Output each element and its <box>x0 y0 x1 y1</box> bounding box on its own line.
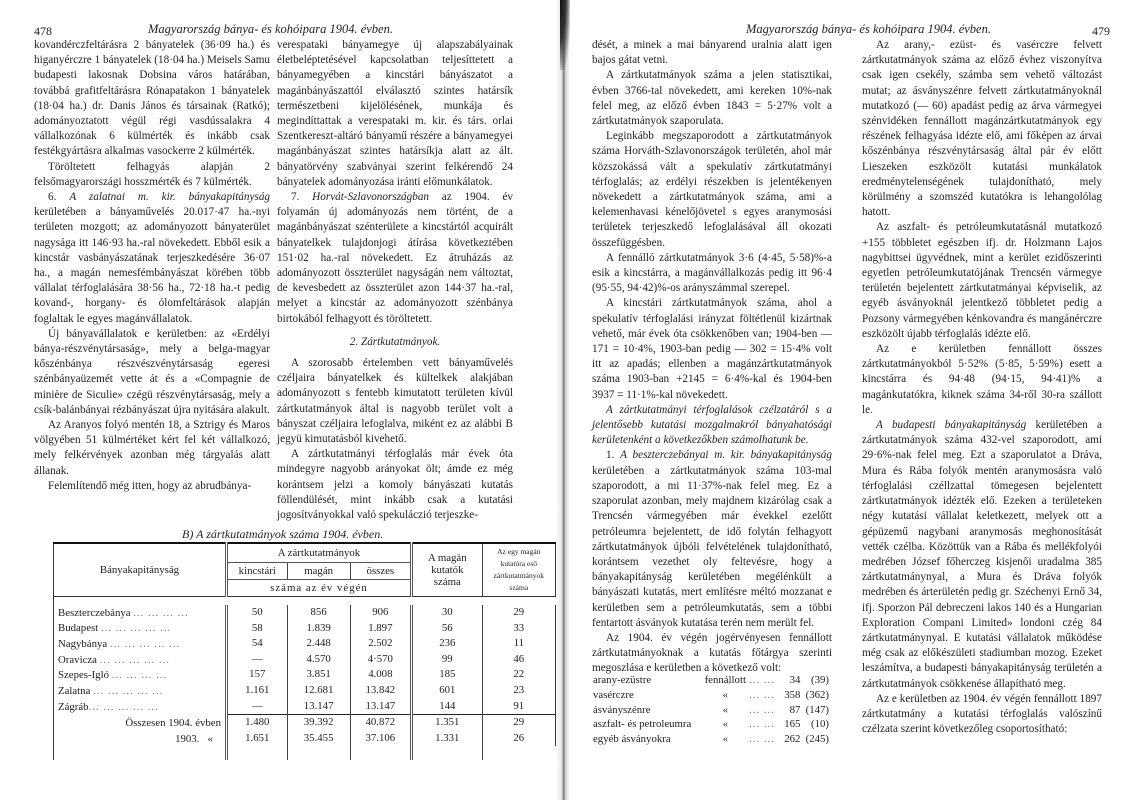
running-head: Magyarország bánya- és kohóipara 1904. évben. <box>148 22 393 36</box>
paragraph: Felemlítendő még itten, hogy az abrudbánya- <box>48 479 252 492</box>
book-gutter <box>556 0 570 800</box>
paragraph: A szorosabb értelemben vett bányaművelés czéljaira bányatelkek és kültelkek alakjában adományozott s fentebb kimutatott területen kívül zártkutatmányok által is nagyobb terület volt a bányszat czéljaira lefoglalva, miként ez az alábbi B jegyü kimutatásból kivehető. <box>277 357 513 446</box>
running-head: Magyarország bánya- és kohóipara 1904. évben. <box>746 22 991 36</box>
list-item: egyéb ásványokra « ... ... 262 (245) <box>593 733 829 746</box>
header-osszes: összes <box>350 563 411 580</box>
paragraph: A zártkutatmányi térfoglalások czélzatáról s a jelentősebb kutatási mozgalmakról bányahatósági kerületenként a következőkben számolhatunk be. <box>592 403 832 447</box>
paragraph: Az aszfalt- és petróleumkutatásnál mutatkozó +155 többletet egészben ifj. dr. Holzmann Lajos nagybittsei ügyvédnek, mint a kerület ezidőszerinti egyetlen petróleumkutatójának Trencsén vármegye területén bejelentett zártkutatmányai képviselik, az egyéb ásványoknál jelentkező többletet pedig a Pozsony vármegyében kénkovandra és mangánérczre eszközölt újabb térfoglalás idézte elő. <box>862 221 1102 340</box>
list-item: vasérczre « ... ... 358 (362) <box>593 688 829 701</box>
paragraph: Leginkább megszaporodott a zártkutatmányok száma Horváth-Szlavonországok területén, ahol már közszokássá vált a spekulatív zártkutatmányi térfoglalás; az erdélyi részekben is jelentékenyen növekedett a zártkutatmányok száma, ami a kelemenhavasi kénelőjövetel s egyes aranymosási területek terjeszkedő lefoglalásával áll okozati összefüggésben. <box>592 130 832 249</box>
paragraph: A budapesti bányakapitányság kerületében a zártkutatmányok száma 432-vel szaporodott, ami 29·6%-nak felel meg. Ezt a szaporulatot a Dráva, Mura és Rába folyók mentén aranymosásra való térfoglalási czéllzattal tömegesen bejelentett zártkutatmányok idézték elő. Ezeken a területeken négy kutatási vállalat keletkezett, melyek ott a gépüzemű nagybani aranymosás meghonosítását vették czélba. Közöttük van a Rába és mellékfolyói medrében József főherczeg kisjenői uradalma 385 zártkutatmánynyal, a Mura és Dráva folyók medrében és árterületén pedig gr. Széchenyi Ernő 34, ifj. Sporzon Pál debreczeni lakos 140 és a Hungarian Exploration Compani Limited» londoni czég 84 zártkutatmánynyal. E kutatási vállalatok működése még csak az előkészületi stadiumban mozog. Ezeket leszámítva, a budapesti bányakapitányság területén a zártkutatmányok csökkenése állapítható meg. <box>862 419 1102 690</box>
paragraph: A kincstári zártkutatmányok száma, ahol a spekulatív térfoglalási irányzat föltétlenül kizártnak vehető, már évek óta csökkenőben van; 1904-ben — 171 = 10·4%, 1903-ban pedig — 302 = 15·4% volt itt az apadás; ellenben a magánzártkutatmányok száma 1903-ban +2145 = 6·4%-kal és 1904-ben 3937 = 11·1%-kal növekedett. <box>592 297 832 401</box>
header-group: A zártkutatmányok <box>226 543 411 563</box>
paragraph: 6. A zalatnai m. kir. bányakapitányság kerületében a bányaművelés 20.017·47 ha.-nyi területen mozgott; az adományozott bányaterület nagysága itt 146·93 ha.-ral növekedett. Ebből esik a kincstár vasbányászatának terjeszkedésére 36·07 ha., a magán nemesfémbányászat körében több vállalat térfoglalására 38·56 ha., 72·18 ha.-t pedig kovand-, horgany- és ólomfeltárások alapján foglaltak le egyes magánvállalatok. <box>34 191 271 325</box>
page-number: 478 <box>34 24 52 38</box>
header-kincstari: kincstári <box>226 563 287 580</box>
paragraph: Az arany,- ezüst- és vasérczre felvett zártkutatmányok száma az előző évhez viszonyítva csak igen csekély, számba sem vehető változást mutat; az ásványszénre felvett zártkutatmányoknál mutatkozó (— 60) apadást pedig az árva vármegyei szénvidéken fennállott magánzártkutatmányok egy részének felhagyása idézte elő, ami főképen az árvai kőszénbánya részvénytársaság által pár év előtt Lieszeken eszközölt kutatási munkálatok eredménytelenségének tulajdonítható, mely körülmény a szomszéd kutatókra is lehangolólag hatott. <box>862 39 1102 219</box>
paragraph: A fennálló zártkutatmányok 3·6 (4·45, 5·58)%-a esik a kincstárra, a magánvállalkozás pedig itt 96·4 (95·55, 94·42)%-os arányszámmal szerepel. <box>592 251 832 295</box>
left-page <box>0 0 556 800</box>
list-item: ásványszénre « ... ... 87 (147) <box>593 703 829 716</box>
right-page <box>570 0 1138 800</box>
paragraph: dését, a minek a mai bányarend uralnia alatt igen bajos gátat vetni. <box>592 39 832 67</box>
paragraph: A zártkutatmányok száma a jelen statisztikai, évben 3766-tal növekedett, ami kereken 10%-nak felel meg, az előző évben 1843 = 5·27% volt a zártkutatmányok szaporulata. <box>592 69 832 128</box>
gutter-shadow <box>560 0 570 70</box>
left-column-1 <box>34 38 270 494</box>
paragraph: Töröltetett felhagyás alapján 2 felsőmagyarországi hosszmérték és 7 külmérték. <box>34 160 270 188</box>
page-number: 479 <box>1092 24 1110 38</box>
header-per-researcher: Az egy magán kutatóra eső zártkutatmányok száma <box>482 543 555 597</box>
table-total-row: 1903. « 1.651 35.455 37.106 1.331 26 <box>54 731 556 747</box>
header-district: Bányakapitányság <box>54 543 227 597</box>
right-column-1 <box>592 38 832 677</box>
paragraph: verespataki bányamegye új alapszabályainak életbeléptetésével kapcsolatban teljesíttetett a bányamegyében a kincstári bányászatot a magánbányászattól elválasztó szintes határsík természetbeni kijelölésének, munkája és megindíttattak a verespataki m. kir. és társ. orlai Szentkereszt-altáró bányamű részére a bányamegyei magánbányászat szintes határsíkja alatt az ált. bányatörvény szabványai szerint felkérendő 24 bányatelek adományozása iránti előmunkálatok. <box>277 39 513 188</box>
paragraph: A zártkutatmányi térfoglalás már évek óta mindegyre nagyobb arányokat ölt; ámde ez még korántsem jelzi a komoly bányászati kutatás föllendülését, mint inkább csak a kutatási jogosítványokkal való spekuláczió terjeszke- <box>277 448 513 522</box>
table-row: Nagybánya ... ... ... ... ... 54 2.448 2.502 236 11 <box>54 636 556 652</box>
right-column-2 <box>862 38 1102 737</box>
paragraph: Az 1904. év végén jogérvényesen fennállott zártkutatmányoknak a kutatás főtárgya szerinti megoszlása e kerületben a következő volt: <box>592 631 832 675</box>
table-row: Budapest ... ... ... ... ... 58 1.839 1.897 56 33 <box>54 621 556 637</box>
table-row: Zágráb... ... ... ... ... — 13.147 13.147 144 91 <box>54 699 556 715</box>
list-item: aszfalt- és petroleumra « ... ... 165 (10) <box>593 718 829 731</box>
minerals-list <box>593 673 829 747</box>
paragraph: 7. Horvát-Szlavonországban az 1904. év folyamán új adományozás nem történt, de a magánbányászat szénterülete a kincstártól acquirált bányatelkek tulajdonjogi átírása következtében 151·02 ha.-ral növekedett. Ez átruházás az adományozott összterület nagyságán nem változtat, de kevesbedett az összterület azon 144·37 ha.-ral, melyet a kincstár az adományozott szénbánya birtokából felhagyott és töröltetett. <box>277 191 514 325</box>
table-row: Beszterczebánya ... ... ... ... 50 856 906 30 29 <box>54 605 556 621</box>
paragraph: Új bányavállalatok e kerületben: az «Erdélyi bánya-részvénytársaság», mely a belga-magyar kőszénbánya részvészvénytársaság egeresi szénbányaüzemét vette át és a «Compagnie de minière de Siculie» czégü részvénytársaság, mely a csík-balánbányai rézbányászat újra nyitására alakult. <box>34 327 270 416</box>
left-column-2 <box>277 38 513 523</box>
statistics-table <box>53 542 556 760</box>
table-row: Oravicza ... ... ... ... ... — 4.570 4·570 99 46 <box>54 652 556 668</box>
paragraph: 1. A beszterczebányai m. kir. bányakapitányság kerületében a zártkutatmányok száma 103-mal szaporodott, a mi 11·37%-nak felel meg. Ez a szaporulat azonban, mely majdnem kizárólag csak a Trencsén vármegyében már évekkel ezelőtt petróleumra bejelentett, de idő folytán felhagyott zártkutatmányok újbóli felvételének tulajdonítható, korántsem vezethet oly feltevésre, hogy a bányakapitányság kerületében megélénkült a bányászati kutatás, mert említésre méltó mozzanat e kerületben sem a petróleumkutatás, sem a többi fentartott ásványok kutatása terén nem merült fel. <box>592 449 832 629</box>
paragraph: kovandérczfeltárásra 2 bányatelek (36·09 ha.) és higanyérczre 1 bányatelek (18·04 ha.) Meisels Samu budapesti lakosnak Dobsina város határában, továbbá grafitfeltárásra Rónapatakon 1 bányatelek (18·04 ha.) dr. Danis János és társainak (Ratkó); adományoztatott végül régi vasdússalakra 4 vállalkozónak 6 külmérték és inkább csak festékgyártásra alkalmas vasockerre 2 külmérték. <box>34 39 270 158</box>
table-caption: B) A zártkutatmányok száma 1904. évben. <box>182 527 384 541</box>
section-heading: 2. Zártkutatmányok. <box>349 335 441 348</box>
paragraph: Az e kerületben fennállott összes zártkutatmányokból 5·52% (5·85, 5·59%) esett a kincstárra és 94·48 (94·15, 94·41)% a magánkutatókra, kiknek száma 34-ről 30-ra szállott le. <box>862 343 1102 416</box>
table-row: Szepes-Igló ... ... ... ... 157 3.851 4.008 185 22 <box>54 667 556 683</box>
header-subgroup: száma az év végén <box>226 580 411 597</box>
list-item: arany-ezüstre fennállott ... ... 34 (39) <box>593 674 829 686</box>
table-row: Zalatna ... ... ... ... ... 1.161 12.681 13.842 601 23 <box>54 683 556 699</box>
paragraph: Az Aranyos folyó mentén 18, a Sztrigy és Maros völgyében 51 külmértéket kért fel két vállalkozó, mely felkérvények azonban még tárgyalás alatt állanak. <box>34 419 270 477</box>
table-total-row: Összesen 1904. évben 1.480 39.392 40.872 1.351 29 <box>54 715 556 731</box>
header-researchers: A magán kutatók száma <box>411 543 482 597</box>
paragraph: Az e kerületben az 1904. év végén fennállott 1897 zártkutatmány a kutatási térfoglalás valószínű czélzata szerint következőleg csoportosítható: <box>862 692 1102 736</box>
header-magan: magán <box>287 563 350 580</box>
